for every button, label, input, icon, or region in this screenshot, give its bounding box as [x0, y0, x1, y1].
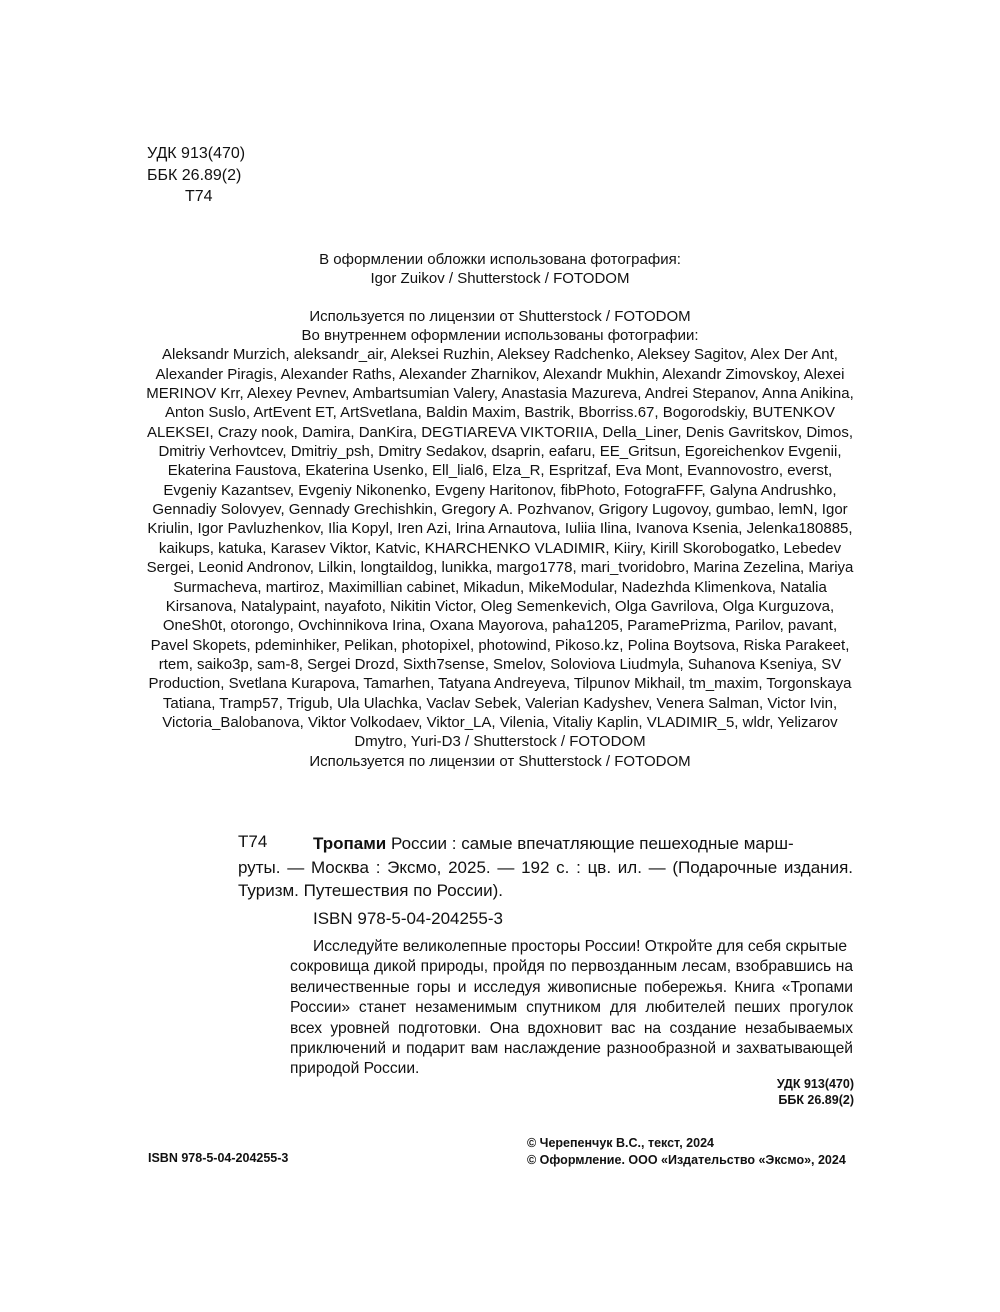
copyright-text: © Черепенчук В.С., текст, 2024 [527, 1136, 714, 1150]
annotation-first-line: Исследуйте великолепные просторы России! Откройте для себя скрытые [313, 938, 848, 955]
author-mark: Т74 [185, 188, 213, 205]
bbk-code: ББК 26.89(2) [147, 166, 242, 184]
annotation-text: сокровища дикой природы, пройдя по первозданным лесам, взобравшись на величественные горы и исследуя живописные побережья. Книга «Тропами России» станет незаменимым спутником для любителей пеших прогулок всех уровней подготовки. Она вдохновит вас на создание незабываемых приключений и подарит вам наслаждение разнообразной и захватывающей природой России. [290, 958, 853, 1078]
photographer-list: Aleksandr Murzich, aleksandr_air, Aleksei Ruzhin, Aleksey Radchenko, Aleksey Sagitov, Alex Der Ant, Alexander Piragis, Alexander Raths, Alexander Zharnikov, Alexandr Mukhin, Alexandr Zimovskoy, Alexei MERINOV Krr, Alexey Pevnev, Ambartsumian Valery, Anastasia Mazureva, Andrei Stepanov, Anna Anikina, Anton Suslo, ArtEvent ET, ArtSvetlana, Baldin Maxim, Bastrik, Bborriss.67, Bogorodskiy, BUTENKOV ALEKSEI, Crazy nook, Damira, DanKira, DEGTIAREVA VIKTORIIA, Della_Liner, Denis Gavritskov, Dimos, Dmitriy Verhovtcev, Dmitriy_psh, Dmitry Sedakov, dsaprin, eafaru, EE_Gritsun, Egoreichenkov Evgenii, Ekaterina Faustova, Ekaterina Usenko, Ell_lial6, Elza_R, Espritzaf, Eva Mont, Evannovostro, everst, Evgeniy Kazantsev, Evgeniy Nikonenko, Evgeny Haritonov, fibPhoto, FotograFFF, Galyna Andrushko, Gennadiy Solovyev, Gennady Grechishkin, Gregory A. Pozhvanov, Grigory Lugovoy, gumbao, lemN, Igor Kriulin, Igor Pavluzhenkov, Ilia Kopyl, Iren Azi, Irina Arnautova, Iuliia Ilina, Ivanova Ksenia, Jelenka180885, kaikups, katuka, Karasev Viktor, Katvic, KHARCHENKO VLADIMIR, Kiiry, Kirill Skorobogatko, Lebedev Sergei, Leonid Andronov, Lilkin, longtaildog, lunikka, margo1778, mari_tvoridobro, Marina Zezelina, Mariya Surmacheva, martiroz, Maximillian cabinet, Mikadun, MikeModular, Nadezhda Klimenkova, Natalia Kirsanova, Natalypaint, nayafoto, Nikitin Victor, Oleg Semenkevich, Olga Gavrilova, Olga Kurguzova, OneSh0t, otorongo, Ovchinnikova Irina, Oxana Mayorova, paha1205, ParamePrizma, Parilov, pavant, Pavel Skopets, pdeminhiker, Pelikan, photopixel, photowind, Pikoso.kz, Polina Boytsova, Riska Parakeet, rtem, saiko3p, sam-8, Sergei Drozd, Sixth7sense, Smelov, Soloviova Liudmyla, Suhanova Kseniya, SV Production, Svetlana Kurapova, Tamarhen, Tatyana Andreyeva, Tilpunov Mikhail, tm_maxim, Torgonskaya Tatiana, Tramp57, Trigub, Ula Ulachka, Vaclav Sebek, Valerian Kadyshev, Venera Salman, Victor Ivin, Victoria_Balobanova, Viktor Volkodaev, Viktor_LA, Vilenia, Vitaliy Kaplin, VLADIMIR_5, wldr, Yelizarov Dmytro, Yuri-D3 / Shutterstock / FOTODOM [146, 346, 854, 751]
bbk-code: ББК 26.89(2) [778, 1093, 854, 1107]
license-note: Используется по лицензии от Shutterstock / FOTODOM [309, 752, 691, 770]
book-title: Тропами [313, 834, 387, 853]
udk-code: УДК 913(470) [776, 1077, 854, 1091]
book-subtitle: России : самые впечатляющие пешеходные марш- [391, 834, 794, 853]
cover-credit-intro: В оформлении обложки использована фотография: [319, 251, 681, 268]
inner-credit-intro: Во внутреннем оформлении использованы фотографии: [301, 327, 699, 345]
bibliographic-first-line [313, 832, 853, 856]
classification-footer [777, 1076, 854, 1108]
udk-code: УДК 913(470) [147, 145, 246, 162]
bibliographic-description: руты. — Москва : Эксмо, 2025. — 192 с. : цв. ил. — (Подарочные издания. Туризм. Путешествия по России). [238, 857, 853, 900]
license-note: Используется по лицензии от Shutterstock / FOTODOM [309, 307, 691, 325]
isbn-footer: ISBN 978-5-04-204255-3 [148, 1151, 289, 1165]
copyright-design: © Оформление. ООО «Издательство «Эксмо», 2024 [527, 1153, 846, 1167]
cover-credit-photographer: Igor Zuikov / Shutterstock / FOTODOM [370, 270, 630, 288]
author-mark-catalog: Т74 [238, 832, 268, 851]
classification-block [147, 143, 245, 208]
isbn: ISBN 978-5-04-204255-3 [313, 909, 503, 928]
copyright-block [527, 1135, 846, 1169]
photo-credits [146, 250, 854, 771]
